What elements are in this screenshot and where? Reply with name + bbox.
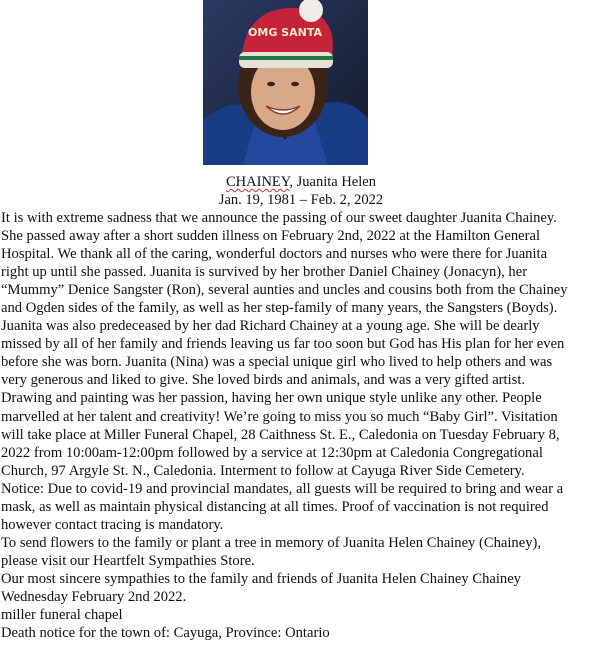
flowers-notice: To send flowers to the family or plant a tree in memory of Juanita Helen Chainey (Chainey), please visit our Heartfelt Sympathies Store. xyxy=(1,534,542,569)
portrait-photo xyxy=(203,0,368,165)
hat-text: OMG SANTA xyxy=(248,26,322,39)
funeral-home-name: miller funeral chapel xyxy=(1,607,123,624)
person-portrait-icon xyxy=(203,0,368,165)
deceased-surname: CHAINEY xyxy=(226,174,290,190)
covid-notice: Notice: Due to covid-19 and provincial mandates, all guests will be required to bring and wear a mask, as well as maintain physical distancing at all times. Proof of vaccination is not required however contact tracing is mandatory. xyxy=(1,480,564,533)
deceased-given-names: , Juanita Helen xyxy=(289,174,376,190)
obituary-body xyxy=(1,209,601,642)
life-dates: Jan. 19, 1981 – Feb. 2, 2022 xyxy=(218,192,384,208)
obituary-paragraph-main: It is with extreme sadness that we announce the passing of our sweet daughter Juanita Chainey. She passed away after a short sudden illness on February 2nd, 2022 at the Hamilton General Hospital. We thank all of the caring, wonderful doctors and nurses who were there for Juanita right up until she passed. Juanita is survived by her brother Daniel Chainey (Jonacyn), her “Mummy” Denice Sangster (Ron), several aunties and uncles and cousins both from the Chainey and Ogden sides of the family, as well as her step-family of many years, the Sangsters (Boyds). Juanita was also predeceased by her dad Richard Chainey at a young age. She will be dearly missed by all of her family and friends leaving us far too soon but God has His plan for her even before she was born. Juanita (Nina) was a special unique girl who lived to help others and was very generous and liked to give. She loved birds and animals, and was a very gifted artist. Drawing and painting was her passion, having her own unique style unlike any other. People marvelled at her talent and creativity! We’re going to miss you so much “Baby Girl”. Visitation will take place at Miller Funeral Chapel, 28 Caithness St. E., Caledonia on Tuesday February 8, 2022 from 10:00am-12:00pm followed by a service at 12:30pm at Caledonia Congregational Church, 97 Argyle St. N., Caledonia. Interment to follow at Cayuga River Side Cemetery. xyxy=(1,210,568,479)
death-notice-location: Death notice for the town of: Cayuga, Province: Ontario xyxy=(1,625,330,642)
sympathies-line: Our most sincere sympathies to the family and friends of Juanita Helen Chainey Chainey Wednesday February 2nd 2022. xyxy=(1,570,521,605)
deceased-name xyxy=(0,173,602,191)
